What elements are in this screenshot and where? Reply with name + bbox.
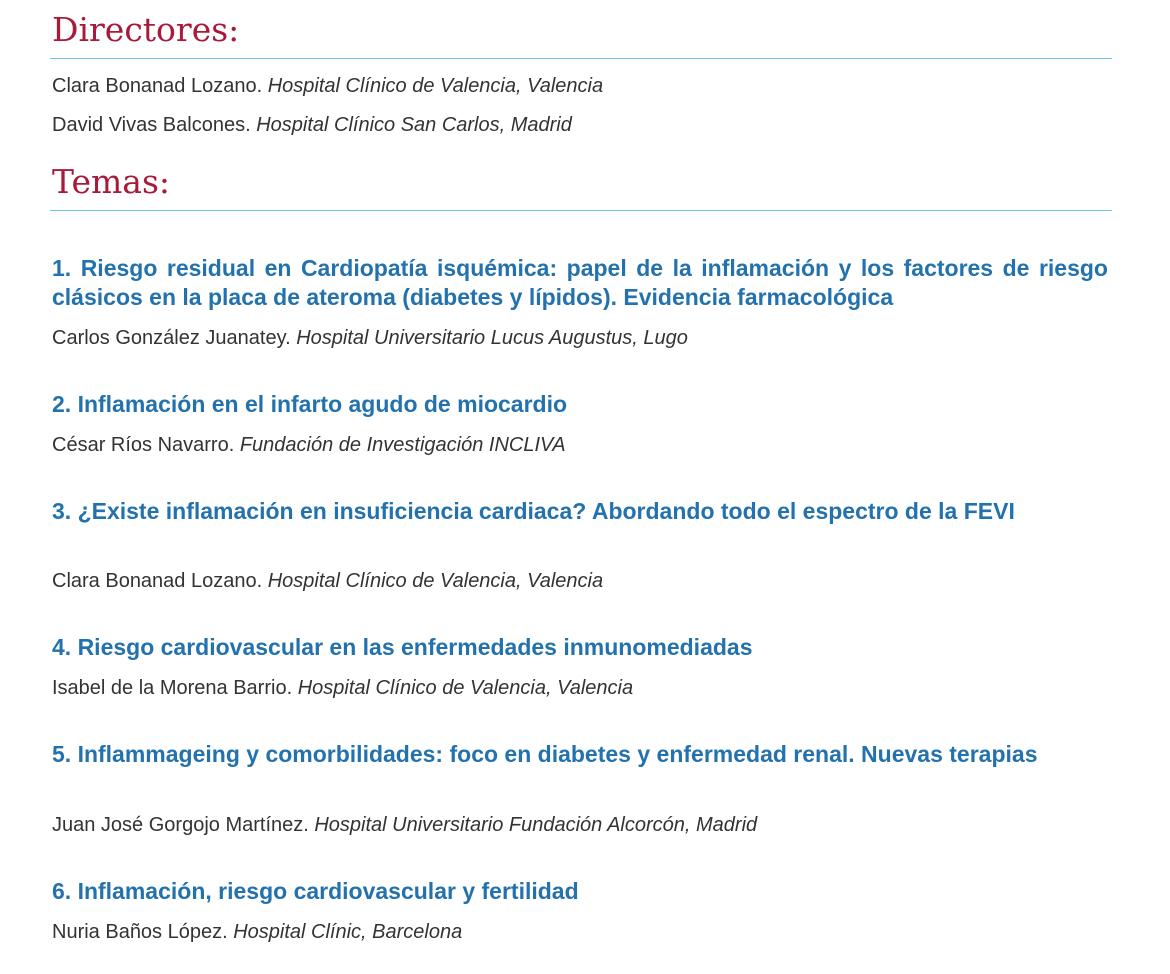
speaker-affiliation: Fundación de Investigación INCLIVA: [239, 434, 566, 456]
speaker-name: Nuria Baños López.: [52, 921, 228, 943]
topic-title: 1. Riesgo residual en Cardiopatía isquémica: papel de la inflamación y los factores de riesgo clásicos en la placa de ateroma (diabetes y lípidos). Evidencia farmacológica: [52, 255, 1108, 310]
topic-speaker: [52, 326, 688, 350]
speaker-name: Clara Bonanad Lozano.: [52, 570, 263, 592]
director-entry: [52, 74, 603, 98]
topic-title: 3. ¿Existe inflamación en insuficiencia cardiaca? Abordando todo el espectro de la FEVI: [52, 498, 1015, 524]
topics-heading: Temas:: [52, 162, 170, 201]
director-entry: [52, 113, 572, 137]
speaker-name: Juan José Gorgojo Martínez.: [52, 814, 309, 836]
director-affiliation: Hospital Clínico de Valencia, Valencia: [267, 75, 604, 97]
speaker-name: Carlos González Juanatey.: [52, 327, 291, 349]
topic-title: 6. Inflamación, riesgo cardiovascular y fertilidad: [52, 878, 579, 904]
director-name: Clara Bonanad Lozano.: [52, 75, 263, 97]
speaker-affiliation: Hospital Clínic, Barcelona: [233, 921, 463, 943]
speaker-affiliation: Hospital Clínico de Valencia, Valencia: [297, 677, 634, 699]
topic-speaker: [52, 920, 462, 944]
topics-divider: [50, 210, 1112, 211]
director-affiliation: Hospital Clínico San Carlos, Madrid: [256, 114, 572, 136]
topic-speaker: [52, 569, 603, 593]
director-name: David Vivas Balcones.: [52, 114, 251, 136]
directors-divider: [50, 58, 1112, 59]
speaker-affiliation: Hospital Universitario Fundación Alcorcón, Madrid: [314, 814, 758, 836]
speaker-affiliation: Hospital Clínico de Valencia, Valencia: [267, 570, 604, 592]
topic-speaker: [52, 676, 633, 700]
topic-speaker: [52, 433, 566, 457]
topic-title: 4. Riesgo cardiovascular en las enfermedades inmunomediadas: [52, 634, 753, 660]
topic-title: 2. Inflamación en el infarto agudo de miocardio: [52, 391, 568, 417]
speaker-name: César Ríos Navarro.: [52, 434, 235, 456]
speaker-name: Isabel de la Morena Barrio.: [52, 677, 293, 699]
topic-title: 5. Inflammageing y comorbilidades: foco en diabetes y enfermedad renal. Nuevas terapias: [52, 741, 1038, 767]
topic-speaker: [52, 813, 757, 837]
directors-heading: Directores:: [52, 10, 240, 49]
speaker-affiliation: Hospital Universitario Lucus Augustus, Lugo: [296, 327, 688, 349]
